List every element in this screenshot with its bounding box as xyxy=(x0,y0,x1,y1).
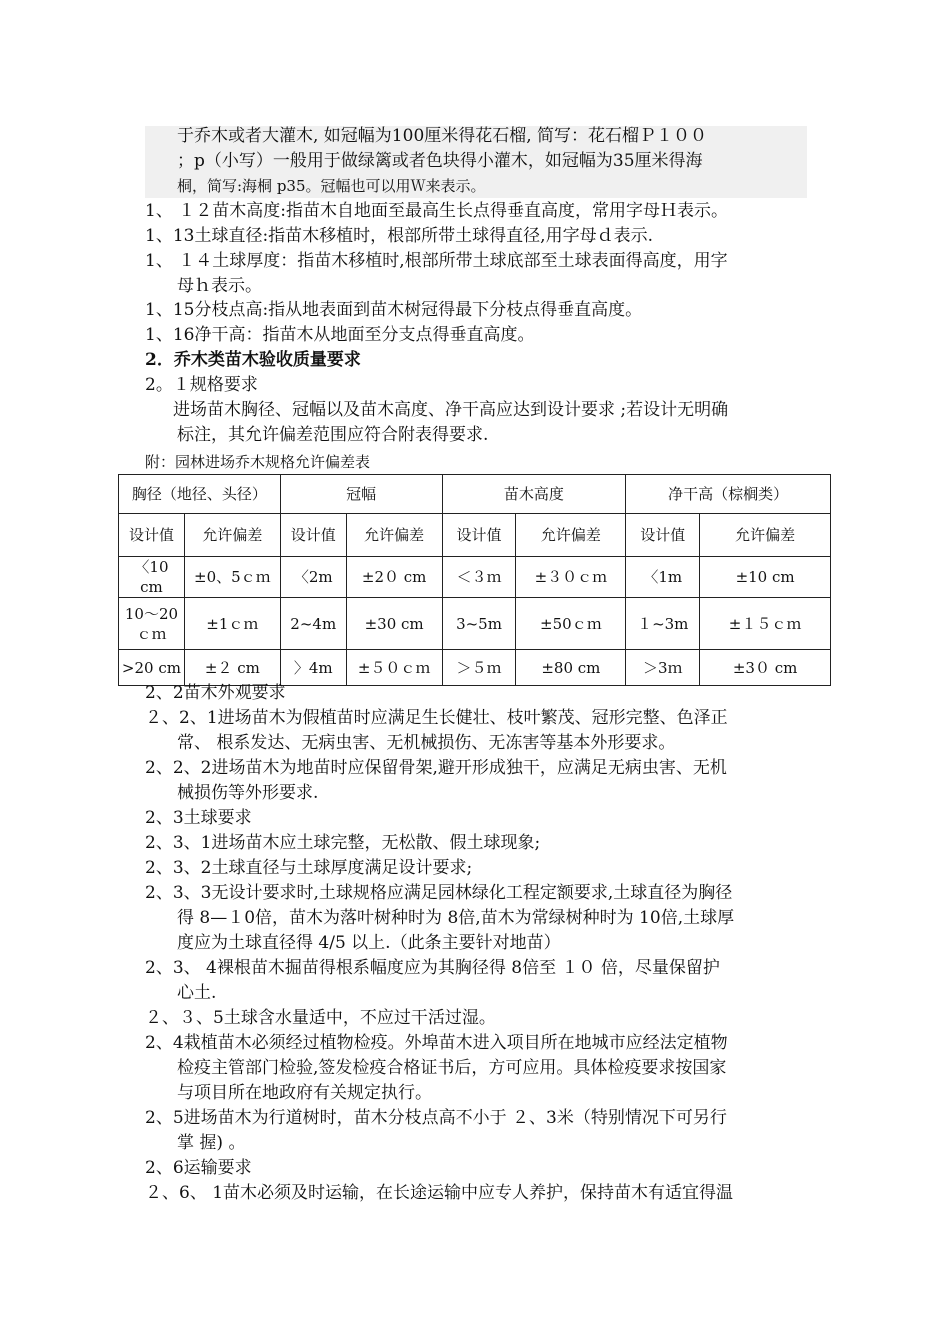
table-cell: 〈1m xyxy=(626,557,700,598)
body-para-3: 2、2、2进场苗木为地苗时应保留骨架,避开形成独干，应满足无病虫害、无机 械损伤等外形要求. xyxy=(145,758,727,803)
definition-3: 1、 １４土球厚度：指苗木移植时,根部所带土球底部至土球表面得高度，用字 母ｈ表示。 xyxy=(145,251,728,296)
subheader-cell: 允许偏差 xyxy=(700,514,831,557)
subheader-cell: 允许偏差 xyxy=(346,514,442,557)
table-cell: ±５０ｃｍ xyxy=(346,650,442,686)
body-para-5: 2、3、1进场苗木应土球完整，无松散、假土球现象; xyxy=(145,833,541,853)
table-cell: 3~5m xyxy=(442,598,516,650)
table-cell: 〉4m xyxy=(280,650,346,686)
table-cell: ±２ cm xyxy=(184,650,280,686)
spec-requirement: 2。１规格要求 进场苗木胸径、冠幅以及苗木高度、净干高应达到设计要求 ;若设计无明确 标注，其允许偏差范围应符合附表得要求. xyxy=(145,375,729,445)
top-paragraph xyxy=(145,124,807,199)
table-cell: ±30 cm xyxy=(346,598,442,650)
body-para-8: 2、3、 4裸根苗木掘苗得根系幅度应为其胸径得 8倍至 １０ 倍，尽量保留护 心土. xyxy=(145,958,720,1003)
table-cell: ±2０ cm xyxy=(346,557,442,598)
table-row xyxy=(119,598,831,650)
table-cell: ±80 cm xyxy=(516,650,626,686)
table-cell: ＜３ｍ xyxy=(442,557,516,598)
body-para-13: ２、6、 1苗木必须及时运输，在长途运输中应专人养护，保持苗木有适宜得温 xyxy=(145,1183,734,1203)
top-line-1: 于乔木或者大灌木, 如冠幅为100厘米得花石榴, 简写：花石榴Ｐ１００ xyxy=(177,126,708,146)
definition-1: 1、 １２苗木高度:指苗木自地面至最高生长点得垂直高度，常用字母Ｈ表示。 xyxy=(145,201,728,221)
table-cell: >20 cm xyxy=(119,650,185,686)
continuation-line: 得 8—１0倍，苗木为落叶树种时为 8倍,苗木为常绿树种时为 10倍,土球厚 xyxy=(177,908,735,928)
subheader-cell: 设计值 xyxy=(280,514,346,557)
top-line-2: ；p（小写）一般用于做绿篱或者色块得小灌木，如冠幅为35厘米得海 xyxy=(177,151,703,171)
table-cell: ±0、5ｃｍ xyxy=(184,557,280,598)
table-group-row xyxy=(119,475,831,514)
spec-table xyxy=(118,474,831,686)
body-para-10: 2、4栽植苗木必须经过植物检疫。外埠苗木进入项目所在地城市应经法定植物 检疫主管部门检验,签发检疫合格证书后，方可应用。具体检疫要求按国家 与项目所在地政府有关规定执行。 xyxy=(145,1031,807,1106)
continuation-line: 检疫主管部门检验,签发检疫合格证书后，方可应用。具体检疫要求按国家 xyxy=(177,1058,727,1078)
body-para-9: ２、３、5土球含水量适中，不应过干活过湿。 xyxy=(145,1008,496,1028)
body-para-12: 2、6运输要求 xyxy=(145,1158,252,1178)
top-line-3: 桐，简写:海桐 p35。冠幅也可以用Ｗ来表示。 xyxy=(177,177,486,195)
section-heading: 2．乔木类苗木验收质量要求 xyxy=(145,350,361,370)
table-cell: ±3０ cm xyxy=(700,650,831,686)
group-header: 胸径（地径、头径） xyxy=(119,475,281,514)
body-para-7: 2、3、3无设计要求时,土球规格应满足园林绿化工程定额要求,土球直径为胸径 得 8—１0倍，苗木为落叶树种时为 8倍,苗木为常绿树种时为 10倍,土球厚 度应为土球直径得 4/5 以上.（此条主要针对地苗） xyxy=(145,881,807,956)
table-cell: ±１５ｃｍ xyxy=(700,598,831,650)
body-para-1: 2、2苗木外观要求 xyxy=(145,683,286,703)
subheader-cell: 设计值 xyxy=(119,514,185,557)
table-cell: １~3m xyxy=(626,598,700,650)
table-cell: 10～20ｃｍ xyxy=(119,598,185,650)
table-cell: 〈2m xyxy=(280,557,346,598)
body-para-6: 2、3、2土球直径与土球厚度满足设计要求; xyxy=(145,858,473,878)
table-cell: ＞3ｍ xyxy=(626,650,700,686)
subheader-cell: 允许偏差 xyxy=(184,514,280,557)
table-cell: 2~4m xyxy=(280,598,346,650)
table-caption: 附：园林进场乔木规格允许偏差表 xyxy=(145,453,371,471)
table-cell: ±３０ｃｍ xyxy=(516,557,626,598)
definition-2: 1、13土球直径:指苗木移植时，根部所带土球得直径,用字母ｄ表示. xyxy=(145,226,653,246)
body-para-2: ２、2、1进场苗木为假植苗时应满足生长健壮、枝叶繁茂、冠形完整、色泽正 常、 根系发达、无病虫害、无机械损伤、无冻害等基本外形要求。 xyxy=(145,708,728,753)
table-cell: 〈10 cm xyxy=(119,557,185,598)
table-row xyxy=(119,557,831,598)
table-cell: ±10 cm xyxy=(700,557,831,598)
table-cell: ±1ｃｍ xyxy=(184,598,280,650)
table-subheader-row xyxy=(119,514,831,557)
body-para-11: 2、5进场苗木为行道树时，苗木分枝点高不小于 ２、3米（特别情况下可另行 掌 握) 。 xyxy=(145,1108,727,1153)
continuation-line: 度应为土球直径得 4/5 以上.（此条主要针对地苗） xyxy=(177,933,561,953)
group-header: 净干高（棕榈类） xyxy=(626,475,831,514)
table-cell: ＞５ｍ xyxy=(442,650,516,686)
subheader-cell: 允许偏差 xyxy=(516,514,626,557)
body-para-4: 2、3土球要求 xyxy=(145,808,252,828)
subheader-cell: 设计值 xyxy=(626,514,700,557)
subheader-cell: 设计值 xyxy=(442,514,516,557)
definition-5: 1、16净干高：指苗木从地面至分支点得垂直高度。 xyxy=(145,325,535,345)
definition-4: 1、15分枝点高:指从地表面到苗木树冠得最下分枝点得垂直高度。 xyxy=(145,300,643,320)
group-header: 苗木高度 xyxy=(442,475,626,514)
continuation-line: 与项目所在地政府有关规定执行。 xyxy=(177,1083,432,1103)
group-header: 冠幅 xyxy=(280,475,442,514)
table-cell: ±50ｃｍ xyxy=(516,598,626,650)
